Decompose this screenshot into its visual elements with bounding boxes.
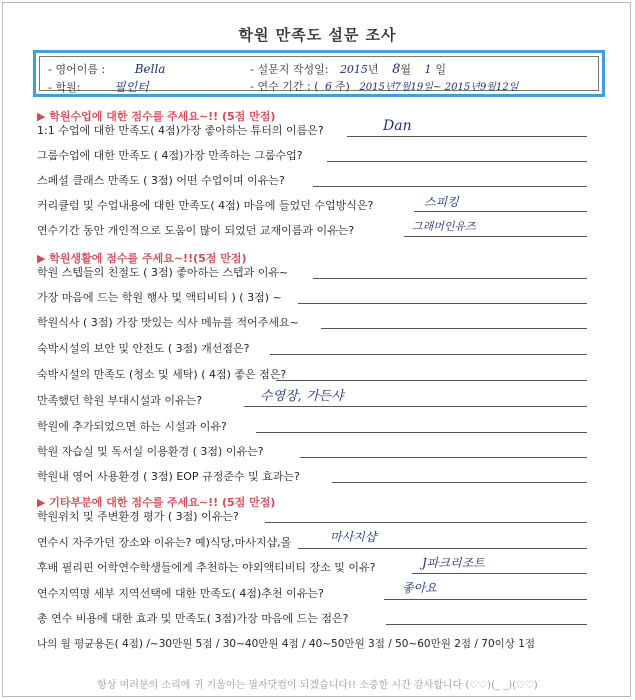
- english-name-row: [48, 61, 165, 77]
- question-3: 스페셜 클래스 만족도 ( 3점) 어떤 수업이며 이유는?: [37, 174, 285, 187]
- info-box: [33, 50, 605, 97]
- answer-line-8: [321, 328, 587, 329]
- question-1: 1:1 수업에 대한 만족도( 4점)가장 좋아하는 튜터의 이름은?: [37, 124, 324, 137]
- english-name-value: Bella: [134, 62, 166, 76]
- question-11: 만족했던 학원 부대시설과 이유는?: [37, 394, 203, 407]
- answer-line-9: [270, 354, 587, 355]
- answer-1: Dan: [383, 118, 412, 134]
- period-weeks-unit: 주): [334, 80, 350, 93]
- question-17: 후배 필리핀 어학연수학생들에게 추천하는 야외액티비티 장소 및 이유?: [37, 561, 376, 574]
- question-18: 연수지역명 세부 지역선택에 대한 만족도( 4점)추천 이유는?: [37, 587, 324, 600]
- period-to: 2015년9월12일: [444, 82, 519, 93]
- academy-row: [48, 78, 149, 95]
- question-15: 학원위치 및 주변환경 평가 ( 3점) 이유는?: [37, 510, 239, 523]
- question-13: 학원 자습실 및 독서실 이용환경 ( 3점) 이유는?: [37, 445, 264, 458]
- answer-line-19: [386, 624, 587, 625]
- answer-line-1: [347, 136, 587, 137]
- question-7: 가장 마음에 드는 학원 행사 및 액티비티 ) ( 3점) ~: [37, 291, 282, 304]
- date-label: - 설문지 작성일:: [250, 63, 329, 76]
- date-month: 8: [392, 62, 401, 77]
- answer-11: 수영장, 가든샤: [260, 389, 344, 404]
- english-name-label: - 영어이름 :: [48, 63, 106, 76]
- answer-17: J파크리조트: [422, 556, 485, 570]
- question-8: 학원식사 ( 3점) 가장 맛있는 식사 메뉴를 적어주세요~: [37, 316, 299, 329]
- answer-5: 그래머인유즈: [412, 220, 476, 233]
- answer-line-15: [265, 522, 587, 523]
- question-14: 학원내 영어 사용환경 ( 3점) EOP 규정준수 및 효과는?: [37, 470, 300, 483]
- question-10: 숙박시설의 만족도 (청소 및 세탁) ( 4점) 좋은 점은?: [37, 368, 287, 381]
- answer-line-12: [256, 432, 587, 433]
- question-6: 학원 스텝들의 친절도 ( 3점) 좋아하는 스텝과 이유~: [37, 266, 289, 279]
- date-month-unit: 월: [400, 63, 411, 76]
- answer-line-17: [412, 573, 587, 574]
- section-heading-classes: ▶ 학원수업에 대한 점수를 주세요~!! (5점 만점): [37, 110, 276, 123]
- footer-note: 항상 여러분의 소리에 귀 기울이는 필자닷컴이 되겠습니다!! 소중한 시간 감사합니다 (♡♡)(_ _)(♡♡): [97, 680, 538, 691]
- date-day-unit: 일: [435, 63, 447, 76]
- period-row: [250, 78, 518, 94]
- answer-line-16: [298, 548, 587, 549]
- answer-line-5: [404, 236, 587, 237]
- period-label: - 연수 기간 : (: [250, 80, 319, 93]
- date-row: [250, 61, 446, 77]
- answer-line-14: [332, 482, 587, 483]
- answer-line-11: [244, 406, 587, 407]
- answer-line-13: [300, 457, 587, 458]
- answer-16: 마사지샵: [330, 530, 377, 544]
- page-title: 학원 만족도 설문 조사: [238, 26, 397, 44]
- answer-4: 스피킹: [424, 195, 459, 209]
- answer-line-6: [313, 278, 587, 279]
- question-2: 그룹수업에 대한 만족도 ( 4점)가장 만족하는 그룹수업?: [37, 149, 303, 162]
- section-heading-others: ▶ 기타부분에 대한 점수를 주세요~!! (5점 만점): [37, 496, 276, 509]
- academy-label: - 학원:: [48, 81, 81, 94]
- date-day: 1: [424, 63, 432, 76]
- answer-18: 좋아요: [402, 581, 437, 595]
- section-heading-life: ▶ 학원생활에 점수를 주세요~!!(5점 만점): [37, 252, 247, 265]
- date-year-unit: 년: [367, 63, 379, 76]
- question-16: 연수시 자주가던 장소와 이유는? 예)식당,마사지샵,몰: [37, 536, 292, 549]
- period-weeks: 6: [324, 80, 332, 93]
- question-5: 연수기간 동안 개인적으로 도움이 많이 되었던 교재이름과 이유는?: [37, 224, 355, 237]
- question-9: 숙박시설의 보안 및 안전도 ( 3점) 개선점은?: [37, 342, 250, 355]
- answer-line-2: [327, 161, 587, 162]
- question-4: 커리큘럼 및 수업내용에 대한 만족도( 4점) 마음에 들었던 수업방식은?: [37, 199, 374, 212]
- question-12: 학원에 추가되었으면 하는 시설과 이유?: [37, 420, 227, 433]
- answer-line-18: [384, 599, 587, 600]
- question-20: 나의 월 평균용돈( 4점) /~30만원 5점 / 30~40만원 4점 / 40~50만원 3점 / 50~60만원 2점 / 70이상 1점: [37, 638, 536, 650]
- question-19: 총 연수 비용에 대한 효과 및 만족도( 3점)가장 마음에 드는 점은?: [37, 612, 349, 625]
- answer-line-4: [414, 211, 587, 212]
- answer-line-7: [298, 303, 587, 304]
- period-from: 2015년7월19일~: [359, 82, 442, 93]
- academy-value: 필인터: [113, 80, 149, 94]
- date-year: 2015: [339, 63, 368, 76]
- answer-line-3: [313, 186, 587, 187]
- answer-line-10: [276, 380, 587, 381]
